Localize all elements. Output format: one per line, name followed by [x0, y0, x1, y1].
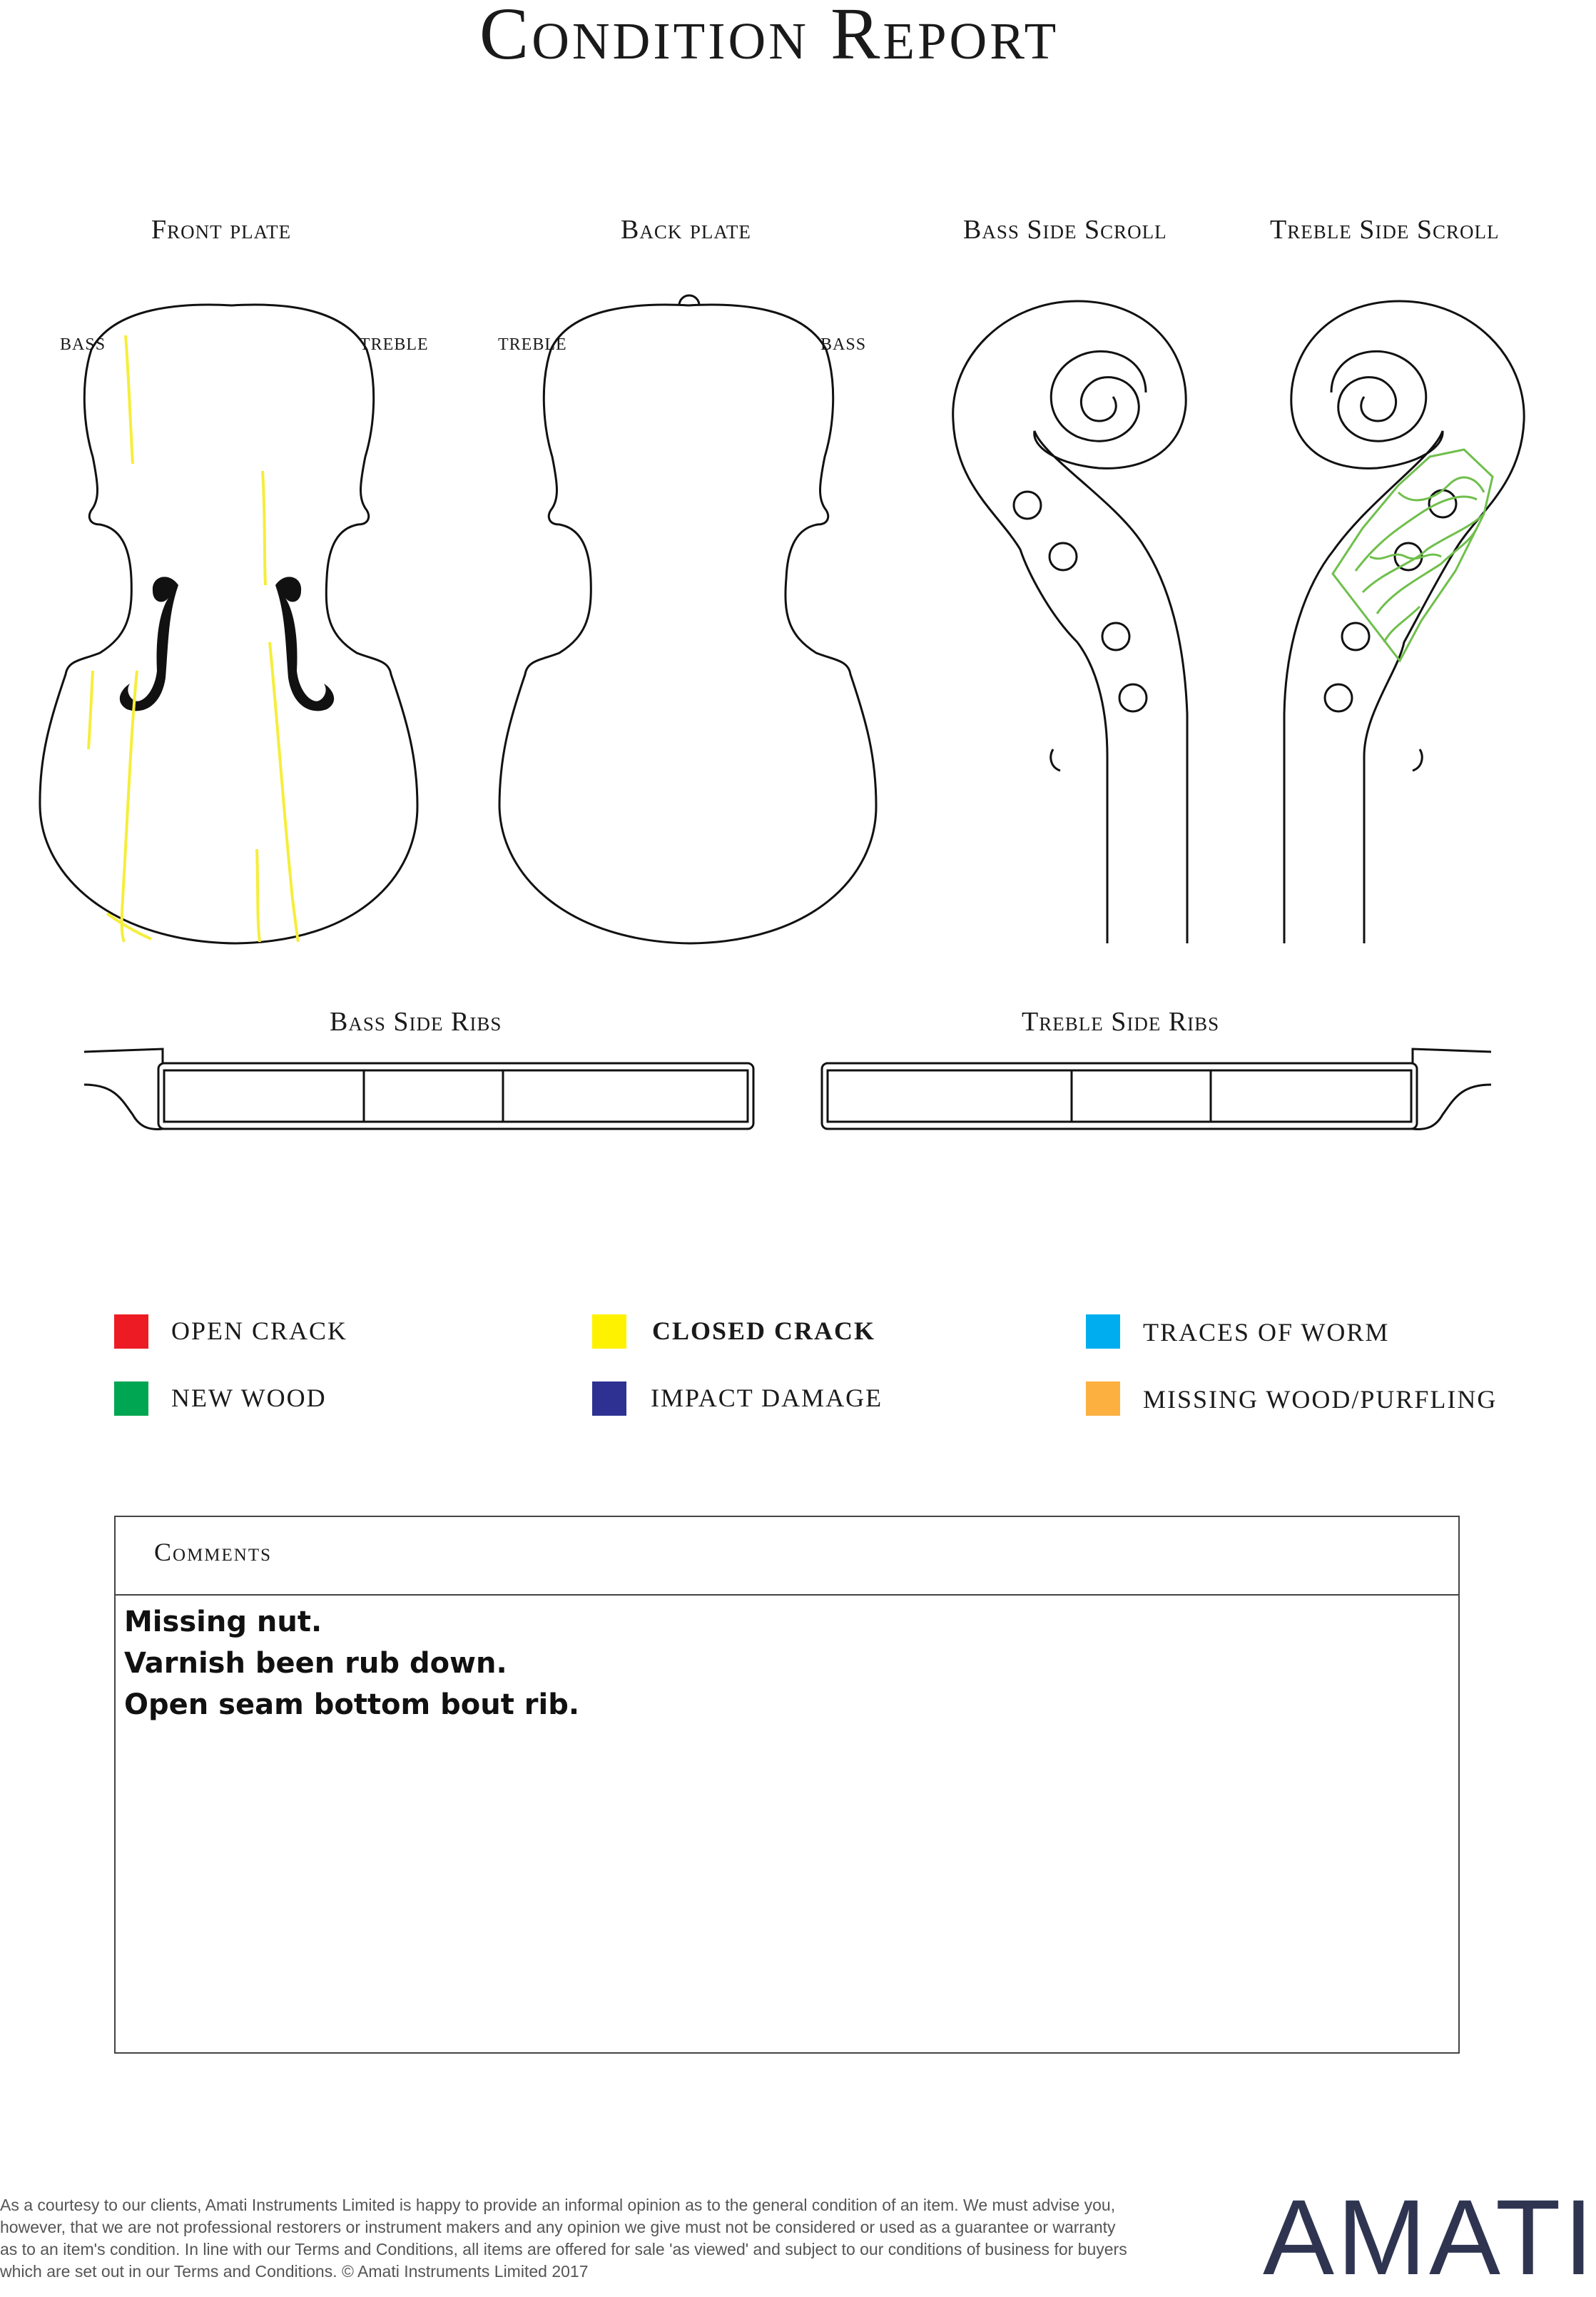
bass-side-scroll-label: Bass Side Scroll: [963, 215, 1167, 245]
closed-crack-swatch: [592, 1314, 626, 1349]
treble-scroll-outline: [1284, 301, 1524, 943]
front-plate-outline: [40, 305, 417, 943]
comments-box: [114, 1516, 1460, 2054]
page-title: Condition Report: [479, 0, 1059, 75]
f-holes: [120, 577, 334, 711]
comment-line: Missing nut.: [124, 1606, 322, 1638]
open-crack-swatch: [114, 1314, 148, 1349]
treble-side-ribs-label: Treble Side Ribs: [1022, 1007, 1220, 1037]
closed-crack-markings: [88, 335, 298, 942]
bass-scroll-spiral: [1051, 351, 1146, 441]
legend-open-crack: OPEN CRACK: [171, 1317, 348, 1345]
comments-title: Comments: [154, 1538, 273, 1566]
comments-body: [116, 1596, 1458, 1731]
legend-new-wood: NEW WOOD: [171, 1384, 327, 1412]
legend-closed-crack: CLOSED CRACK: [652, 1317, 876, 1345]
comments-header: [116, 1517, 1458, 1596]
impact-damage-swatch: [592, 1381, 626, 1416]
treble-scroll-spiral: [1331, 351, 1426, 441]
back-plate-outline: [499, 305, 876, 943]
treble-ribs-outline: [1413, 1049, 1491, 1129]
back-button: [679, 295, 699, 305]
bass-side-ribs-label: Bass Side Ribs: [330, 1007, 502, 1037]
amati-logo: AMATI: [1263, 2177, 1596, 2297]
treble-side-scroll-label: Treble Side Scroll: [1270, 215, 1500, 245]
front-bass-label: BASS: [60, 335, 106, 354]
instrument-diagrams: [0, 0, 1538, 1156]
missing-wood-swatch: [1086, 1381, 1120, 1416]
disclaimer-text: As a courtesy to our clients, Amati Instruments Limited is happy to provide an informal opinion as to the general condition of an item. We must advise you, however, that we are not professional restorers or instrument makers and any opinion we give must not be considered or used as a guarantee or warranty as to an item's condition. In line with our Terms and Conditions, all items are offered for sale 'as viewed' and subject to our conditions of business for buyers which are set out in our Terms and Conditions. © Amati Instruments Limited 2017: [0, 2196, 1127, 2281]
legend-missing-wood-purfling: MISSING WOOD/PURFLING: [1143, 1385, 1498, 1414]
front-treble-label: TREBLE: [360, 335, 429, 354]
traces-of-worm-swatch: [1086, 1314, 1120, 1349]
legend-traces-of-worm: TRACES OF WORM: [1143, 1318, 1390, 1347]
bass-ribs-outline: [84, 1049, 163, 1129]
back-bass-label: BASS: [820, 335, 867, 354]
front-plate-label: Front plate: [151, 215, 292, 245]
new-wood-swatch: [114, 1381, 148, 1416]
back-treble-label: TREBLE: [498, 335, 567, 354]
legend-impact-damage: IMPACT DAMAGE: [651, 1384, 883, 1412]
new-wood-markings: [1333, 450, 1493, 661]
comment-line: Varnish been rub down.: [124, 1647, 507, 1680]
back-plate-label: Back plate: [621, 215, 751, 245]
comment-line: Open seam bottom bout rib.: [124, 1688, 580, 1721]
bass-scroll-outline: [953, 301, 1187, 943]
